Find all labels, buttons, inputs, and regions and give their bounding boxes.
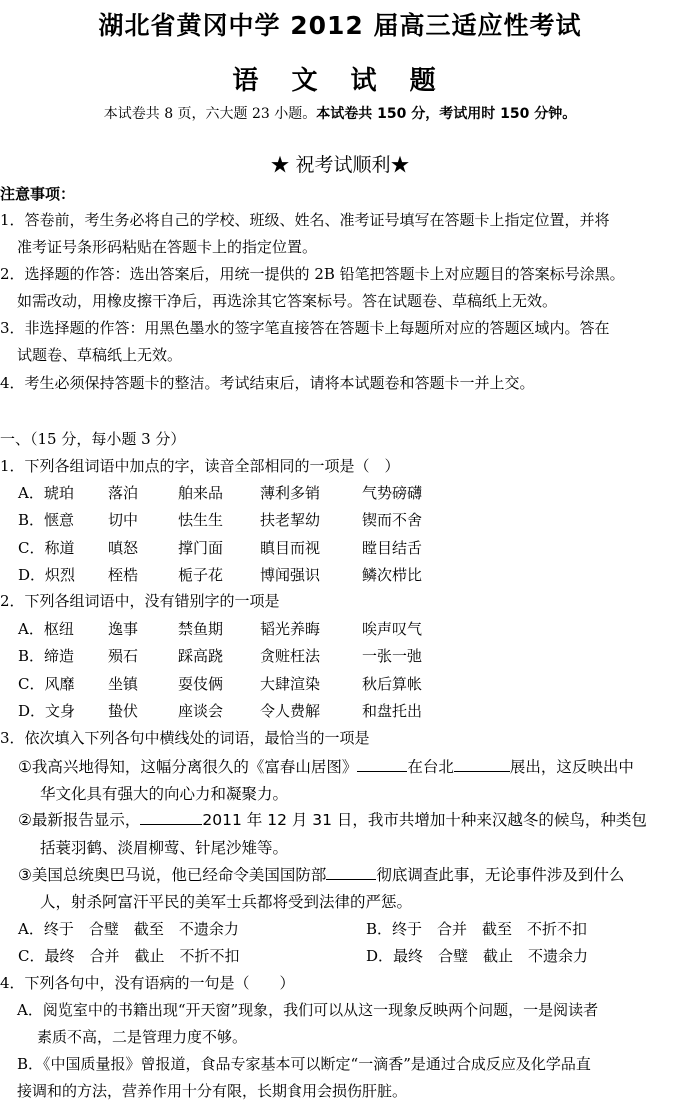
q3-s1-part-b: 在台北 [407,758,454,776]
exam-title: 湖北省黄冈中学 2012 届高三适应性考试 [98,11,582,40]
q1-word: 嗔怒 [108,538,139,557]
q1-word: 落泊 [108,484,139,502]
q1-option-b: B．惬意 [18,511,75,530]
q3-s2-part-b: 2011 年 12 月 31 日，我市共增加十种来汉越冬的候鸟，种类包 [202,811,647,829]
q3-s3-part-b: 彻底调查此事，无论事件涉及到什么 [376,866,625,884]
notice-item-1: 1．答卷前，考生务必将自己的学校、班级、姓名、准考证号填写在答题卡上指定位置，并将 [0,211,610,229]
q2-word: 殒石 [108,647,139,666]
notice-heading: 注意事项： [0,185,76,203]
q1-word: 瞋目而视 [260,538,321,557]
question-4-stem: 4．下列各句中，没有语病的一句是（ ） [0,974,295,992]
q1-word: 桎梏 [108,565,139,584]
q2-word: 蛰伏 [108,701,139,720]
q3-s2-part-a: ②最新报告显示， [18,811,141,829]
good-luck-wish: ★ 祝考试顺利★ [270,154,410,176]
q2-word: 坐镇 [108,674,139,693]
q3-sentence-3-cont: 人，射杀阿富汗平民的美军士兵都将受到法律的严惩。 [40,893,413,911]
q3-s1-part-c: 展出，这反映出中 [509,758,634,776]
q3-blank-2 [454,757,510,772]
question-2-stem: 2．下列各组词语中，没有错别字的一项是 [0,592,280,610]
q3-sentence-2-cont: 括蓑羽鹤、淡眉柳莺、针尾沙雉等。 [40,839,289,857]
q2-word: 大肆渲染 [260,674,321,693]
q2-word: 踩高跷 [178,647,224,666]
q4-option-b-cont: 接调和的方法，营养作用十分有限，长期食用会损伤肝脏。 [17,1082,408,1100]
q1-word: 切中 [108,511,139,530]
exam-info-score: 本试卷共 150 分，考试用时 150 分钟。 [316,106,577,122]
q2-word: 和盘托出 [362,701,423,720]
q1-word: 撑门面 [178,538,224,557]
q2-word: 耍伎俩 [178,674,224,693]
question-1-stem: 1．下列各组词语中加点的字，读音全部相同的一项是（ ） [0,457,400,475]
q1-option-c: C．称道 [18,538,75,557]
q1-option-a: A．琥珀 [18,484,74,502]
q3-blank-4 [326,865,376,880]
subject-title: 语 文 试 题 [232,66,448,96]
q3-option-b: B．终于 合并 截至 不折不扣 [366,920,588,938]
q2-word: 韬光养晦 [260,620,321,638]
q3-s1-part-a: ①我高兴地得知，这幅分离很久的《富春山居图》 [18,758,358,776]
q4-option-a-cont: 素质不高，二是管理力度不够。 [37,1028,248,1046]
q1-word: 鳞次栉比 [362,565,423,584]
notice-item-4: 4．考生必须保持答题卡的整洁。考试结束后，请将本试题卷和答题卡一并上交。 [0,374,535,392]
notice-item-3-cont: 试题卷、草稿纸上无效。 [17,346,183,364]
q3-option-c: C．最终 合并 截止 不折不扣 [18,947,240,965]
q3-blank-1 [357,757,407,772]
q1-word: 怯生生 [178,511,224,530]
exam-info [0,103,680,123]
q3-option-d: D．最终 合璧 截止 不遗余力 [366,947,589,965]
notice-item-2-cont: 如需改动，用橡皮擦干净后，再选涂其它答案标号。答在试题卷、草稿纸上无效。 [17,292,558,310]
q1-option-d: D．炽烈 [18,565,76,584]
q4-option-a: A．阅览室中的书籍出现“开天窗”现象，我们可以从这一现象反映两个问题，一是阅读者 [17,1001,599,1019]
exam-info-pages: 本试卷共 8 页，六大题 23 小题。 [103,106,317,122]
q2-option-b: B．缔造 [18,647,75,666]
q2-word: 唉声叹气 [362,620,423,638]
q1-word: 栀子花 [178,565,224,584]
q3-sentence-1 [18,755,634,777]
q3-sentence-1-cont: 华文化具有强大的向心力和凝聚力。 [40,785,289,803]
section-1-heading: 一、（15 分，每小题 3 分） [0,430,186,448]
q3-s3-part-a: ③美国总统奥巴马说，他已经命令美国国防部 [18,866,327,884]
notice-item-3: 3．非选择题的作答：用黑色墨水的签字笔直接答在答题卡上每题所对应的答题区域内。答在 [0,319,610,337]
q1-word: 扶老挈幼 [260,511,321,530]
notice-item-1-cont: 准考证号条形码粘贴在答题卡上的指定位置。 [17,238,318,256]
q3-sentence-3 [18,863,624,885]
q3-option-a: A．终于 合璧 截至 不遗余力 [18,920,239,938]
notice-item-2: 2．选择题的作答：选出答案后，用统一提供的 2B 铅笔把答题卡上对应题目的答案标号涂黑。 [0,265,625,283]
q2-option-c: C．风靡 [18,674,75,693]
q1-word: 博闻强识 [260,565,321,584]
q2-word: 贪赃枉法 [260,647,321,666]
q2-word: 令人费解 [260,701,321,720]
q1-word: 气势磅礴 [362,484,423,502]
q1-word: 锲而不舍 [362,511,423,530]
q3-blank-3 [140,810,202,825]
q2-option-d: D．文身 [18,701,76,720]
q1-word: 瞠目结舌 [362,538,423,557]
q2-option-a: A．枢纽 [18,620,74,638]
question-3-stem: 3．依次填入下列各句中横线处的词语，最恰当的一项是 [0,729,370,747]
q4-option-b: B．《中国质量报》曾报道，食品专家基本可以断定“一滴香”是通过合成反应及化学品直 [17,1055,591,1073]
q2-word: 一张一弛 [362,647,423,666]
q2-word: 秋后算帐 [362,674,423,693]
q1-word: 舶来品 [178,484,224,502]
q2-word: 逸事 [108,620,139,638]
q2-word: 禁鱼期 [178,620,224,638]
q2-word: 座谈会 [178,701,224,720]
q1-word: 薄利多销 [260,484,321,502]
q3-sentence-2 [18,808,647,830]
